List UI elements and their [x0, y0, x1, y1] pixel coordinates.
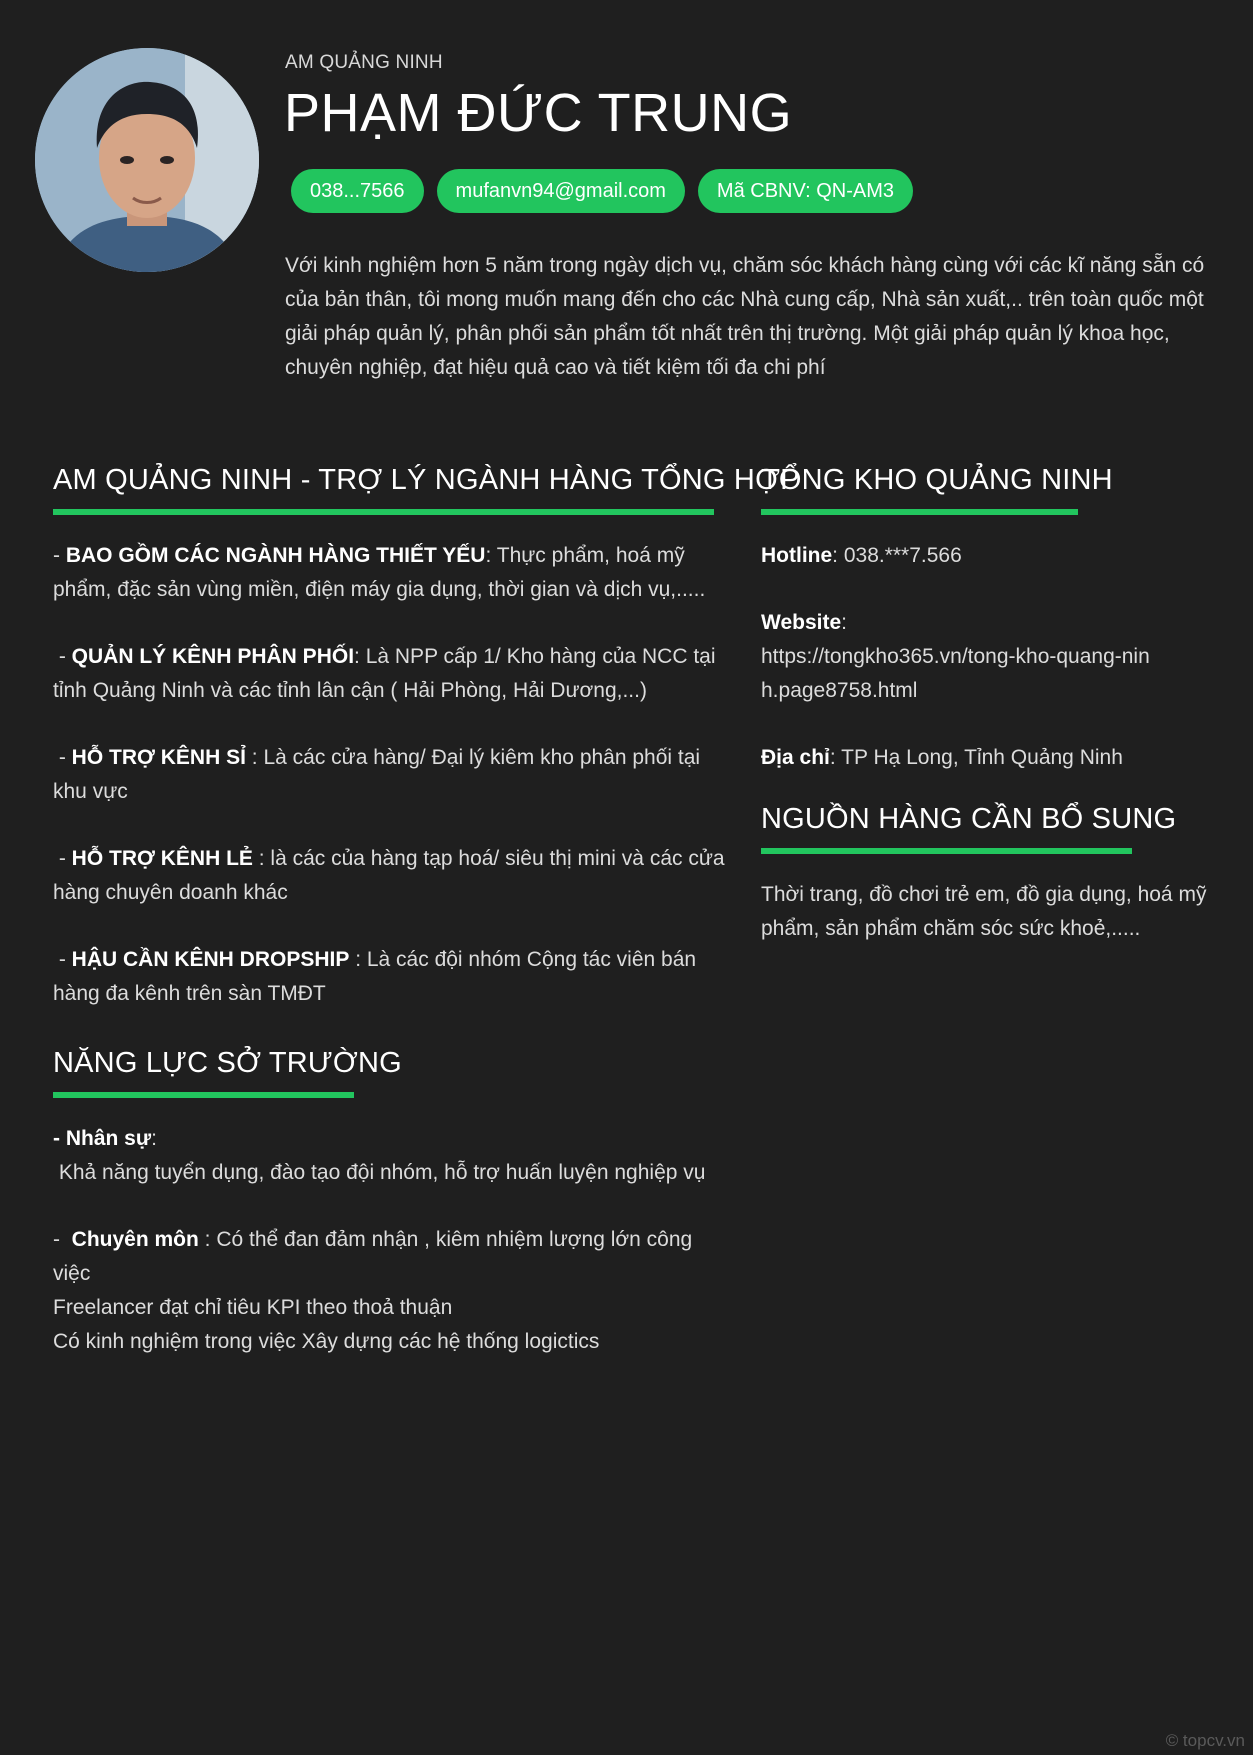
section-divider [53, 1092, 354, 1098]
warehouse-info [761, 539, 1221, 775]
strength-pro-line3: Có kinh nghiệm trong việc Xây dựng các hệ thống logictics [53, 1330, 600, 1353]
contact-pills [291, 169, 913, 213]
profile-summary: Với kinh nghiệm hơn 5 năm trong ngày dịch vụ, chăm sóc khách hàng cùng với các kĩ năng sẵn có của bản thân, tôi mong muốn mang đến cho các Nhà cung cấp, Nhà sản xuất,.. trên toàn quốc một giải pháp quản lý, phân phối sản phẩm tốt nhất trên thị trường. Một giải pháp quản lý khoa học, chuyên nghiệp, đạt hiệu quả cao và tiết kiệm tối đa chi phí [285, 254, 1205, 379]
role-items [53, 539, 733, 1011]
sourcing-section [761, 799, 1177, 854]
role-item-5: - HẬU CẦN KÊNH DROPSHIP : Là các đội nhóm Cộng tác viên bán hàng đa kênh trên sàn TMĐT [53, 948, 697, 1005]
employee-code-pill: Mã CBNV: QN-AM3 [698, 169, 913, 213]
role-item-1: - BAO GỒM CÁC NGÀNH HÀNG THIẾT YẾU: Thực phẩm, hoá mỹ phẩm, đặc sản vùng miền, điện máy gia dụng, thời gian và dịch vụ,..... [53, 544, 706, 601]
job-subtitle: AM QUẢNG NINH [285, 52, 443, 73]
strength-hr-text: Khả năng tuyển dụng, đào tạo đội nhóm, hỗ trợ huấn luyện nghiệp vụ [53, 1161, 706, 1184]
strength-hr: - Nhân sự: [53, 1127, 157, 1150]
role-item-3: - HỖ TRỢ KÊNH SỈ : Là các cửa hàng/ Đại lý kiêm kho phân phối tại khu vực [53, 746, 701, 803]
address: Địa chỉ: TP Hạ Long, Tỉnh Quảng Ninh [761, 746, 1123, 769]
section-title-strengths: NĂNG LỰC SỞ TRƯỜNG [53, 1047, 402, 1079]
profile-photo [35, 48, 259, 272]
right-column [761, 460, 1221, 946]
sourcing-info [761, 878, 1221, 946]
strength-pro: - Chuyên môn : Có thể đan đảm nhận , kiêm nhiệm lượng lớn công việc [53, 1228, 693, 1285]
section-title-sourcing: NGUỒN HÀNG CẦN BỔ SUNG [761, 803, 1177, 835]
section-divider [761, 848, 1132, 854]
section-divider [761, 509, 1078, 515]
role-item-2: - QUẢN LÝ KÊNH PHÂN PHỐI: Là NPP cấp 1/ Kho hàng của NCC tại tỉnh Quảng Ninh và các tỉnh lân cận ( Hải Phòng, Hải Dương,...) [53, 645, 716, 702]
strength-pro-line2: Freelancer đạt chỉ tiêu KPI theo thoả thuận [53, 1296, 453, 1319]
section-title-warehouse: TỔNG KHO QUẢNG NINH [761, 464, 1113, 496]
left-column [53, 460, 800, 1359]
strengths-items [53, 1122, 733, 1359]
role-section [53, 460, 800, 515]
strengths-section [53, 1043, 402, 1098]
hotline: Hotline: 038.***7.566 [761, 544, 962, 567]
section-divider [53, 509, 714, 515]
watermark: © topcv.vn [1165, 1731, 1245, 1750]
candidate-name: PHẠM ĐỨC TRUNG [284, 83, 793, 143]
website-link[interactable]: https://tongkho365.vn/tong-kho-quang-ninh.page8758.html [761, 645, 1150, 702]
email-pill[interactable]: mufanvn94@gmail.com [437, 169, 685, 213]
warehouse-section [761, 460, 1113, 515]
role-item-4: - HỖ TRỢ KÊNH LẺ : là các của hàng tạp hoá/ siêu thị mini và các cửa hàng chuyên doanh khác [53, 847, 725, 904]
website: Website: [761, 611, 847, 634]
section-title-role: AM QUẢNG NINH - TRỢ LÝ NGÀNH HÀNG TỔNG HỢP [53, 464, 800, 496]
phone-pill[interactable]: 038...7566 [291, 169, 424, 213]
sourcing-text: Thời trang, đồ chơi trẻ em, đồ gia dụng, hoá mỹ phẩm, sản phẩm chăm sóc sức khoẻ,..... [761, 883, 1207, 940]
